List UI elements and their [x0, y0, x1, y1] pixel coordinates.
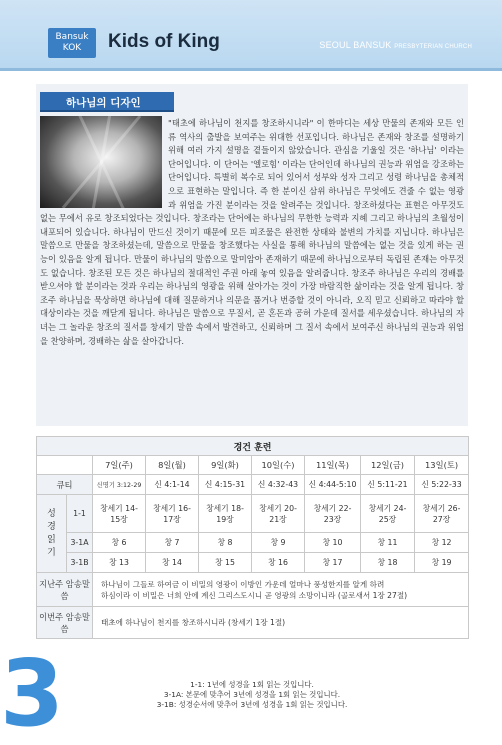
last-memo-text: [93, 573, 469, 607]
devotion-title: 경건 훈련: [37, 437, 469, 456]
reading-cell: 창 9: [252, 533, 305, 553]
day-header: 12일(금): [361, 456, 415, 475]
header-divider: [0, 68, 502, 71]
reading-cell: 창세기 26-27장: [415, 495, 469, 533]
section-title: 하나님의 디자인: [40, 92, 174, 112]
reading-cell: 창 12: [415, 533, 469, 553]
last-memo-line2: 하심이라 이 비밀은 너희 안에 계신 그리스도시니 곧 영광의 소망이니라 (골로새서 1장 27절): [101, 590, 408, 600]
qt-cell: 신 5:22-33: [415, 475, 469, 495]
row-label-1-1: 1-1: [67, 495, 93, 533]
day-header: 8일(월): [146, 456, 199, 475]
day-header: 11일(목): [305, 456, 361, 475]
row-label-3-1b: 3-1B: [67, 553, 93, 573]
church-sub: PRESBYTERIAN CHURCH: [394, 44, 472, 50]
devotion-table-wrap: [36, 436, 468, 639]
reading-cell: 창 19: [415, 553, 469, 573]
page-number: 3: [0, 640, 65, 745]
article-body: [40, 117, 464, 348]
reading-cell: 창세기 20-21장: [252, 495, 305, 533]
reading-cell: 창 14: [146, 553, 199, 573]
day-header: 10일(수): [252, 456, 305, 475]
reading-cell: 창 16: [252, 553, 305, 573]
note-line: 1-1: 1년에 성경을 1회 읽는 것입니다.: [190, 680, 314, 689]
church-main: SEOUL BANSUK: [319, 40, 392, 50]
qt-cell: 신 5:11-21: [361, 475, 415, 495]
reading-cell: 창 17: [305, 553, 361, 573]
devotion-table: [36, 436, 469, 639]
reading-cell: 창 10: [305, 533, 361, 553]
page-title: Kids of King: [108, 31, 220, 52]
reading-cell: 창 11: [361, 533, 415, 553]
reading-cell: 창세기 14-15장: [93, 495, 146, 533]
reading-notes: [36, 680, 468, 711]
qt-row: [37, 475, 469, 495]
article-text: "태초에 하나님이 천지를 창조하시니라" 이 한마디는 세상 만물의 존재와 모든 인류 역사의 출발을 보여주는 위대한 선포입니다. 하나님은 존재와 창조를 설명하기 위해 여러 가지 설명을 곁들이지 않았습니다. 관심을 기울일 것은 '하나님' 이라는 단어입니다. 이 단어는 '엘로힘' 이라는 단어인데 하나님의 권능과 위엄을 강조하는 단어입니다. 특별히 복수로 되어 있어서 성부와 성자 그리고 성령 하나님을 총체적으로 표현하는 말입니다. 즉 한 분이신 삼위 하나님은 무엇에도 견줄 수 없는 영광과 위엄을 가진 분이라는 것을 알려주는 것입니다. 창조하셨다는 표현은 아무것도 없는 무에서 유로 창조되었다는 것입니다. 창조라는 단어에는 하나님의 무한한 능력과 지혜 그리고 하나님의 초월성이 내포되어 있습니다. 하나님이 만드신 것이기 때문에 모든 피조물은 완전한 상태와 불변의 가치를 지닙니다. 하나님은 말씀으로 만물을 창조하셨는데, 말씀으로 만물을 창조했다는 사실을 통해 하나님의 말씀에는 없는 것을 있게 하는 권능이 있음을 알게 됩니다. 만물이 하나님의 말씀으로 말미암아 존재하기 때문에 하나님으로부터 독립된 존재는 아무것도 없습니다. 창조된 모든 것은 하나님의 절대적인 주권 아래 놓여 있음을 알려줍니다. 창조주 하나님은 우리의 경배를 받으셔야 할 분이라는 것과 우리는 하나님의 영광을 위해 살아가는 것이 가장 바람직한 삶이라는 것을 알게 됩니다. 창조주 하나님을 묵상하면 하나님에 대해 질문하거나 의문을 품거나 번증할 것이 아니라, 오직 믿고 신뢰하고 따라야 할 대상이라는 것을 깨닫게 됩니다. 하나님은 말씀으로 무질서, 곧 혼돈과 공허 가운데 질서를 세우셨습니다. 하나님의 자녀는 그 놀라운 창조의 질서를 창세기 말씀 속에서 발견하고, 신뢰하며 그 질서 속에서 보여주신 하나님의 권능과 위엄을 찬양하며, 경배하는 삶을 살아갑니다.: [40, 118, 464, 346]
note-line: 3-1B: 성경순서에 맞추어 3년에 성경을 1회 읽는 것입니다.: [156, 700, 348, 710]
last-memo-line1: 하나님이 그들로 하여금 이 비밀의 영광이 이방인 가운데 얼마나 풍성한지를 알게 하려: [101, 579, 385, 589]
reading-cell: 창 6: [93, 533, 146, 553]
days-row: [37, 456, 469, 475]
this-memo-row: [37, 607, 469, 639]
reading-cell: 창세기 16-17장: [146, 495, 199, 533]
last-memo-row: [37, 573, 469, 607]
reading-cell: 창세기 22-23장: [305, 495, 361, 533]
day-header: 13일(토): [415, 456, 469, 475]
this-memo-label: 이번주 암송말씀: [37, 607, 93, 639]
reading-cell: 창세기 24-25장: [361, 495, 415, 533]
qt-cell: 신 4:32-43: [252, 475, 305, 495]
page-header: [0, 0, 502, 68]
qt-cell: 신 4:1-14: [146, 475, 199, 495]
church-name: [319, 40, 472, 50]
reading-cell: 창 15: [199, 553, 252, 573]
qt-cell: 신 4:15-31: [199, 475, 252, 495]
note-line: 3-1A: 본문에 맞추어 3년에 성경을 1회 읽는 것입니다.: [163, 690, 341, 700]
last-memo-label: 지난주 암송말씀: [37, 573, 93, 607]
reading-cell: 창 7: [146, 533, 199, 553]
reading-row-1-1: [37, 495, 469, 533]
logo-line1: Bansuk: [55, 32, 89, 42]
reading-cell: 창 18: [361, 553, 415, 573]
reading-row-3-1b: [37, 553, 469, 573]
qt-cell: 신 4:44-5:10: [305, 475, 361, 495]
qt-cell: 신명기 3:12-29: [93, 475, 146, 495]
day-header: 9일(화): [199, 456, 252, 475]
day-header: 7일(주): [93, 456, 146, 475]
reading-cell: 창 8: [199, 533, 252, 553]
reading-cell: 창 13: [93, 553, 146, 573]
reading-label: 성경읽기: [37, 495, 67, 573]
logo-line2: KOK: [62, 43, 82, 53]
qt-label: 큐티: [37, 475, 93, 495]
corner-cell: [37, 456, 93, 475]
reading-row-3-1a: [37, 533, 469, 553]
illustration-spacer: [40, 117, 168, 211]
this-memo-text: 태초에 하나님이 천지를 창조하시니라 (창세기 1장 1절): [93, 607, 469, 639]
row-label-3-1a: 3-1A: [67, 533, 93, 553]
bansuk-kok-logo: [48, 28, 96, 58]
reading-cell: 창세기 18-19장: [199, 495, 252, 533]
